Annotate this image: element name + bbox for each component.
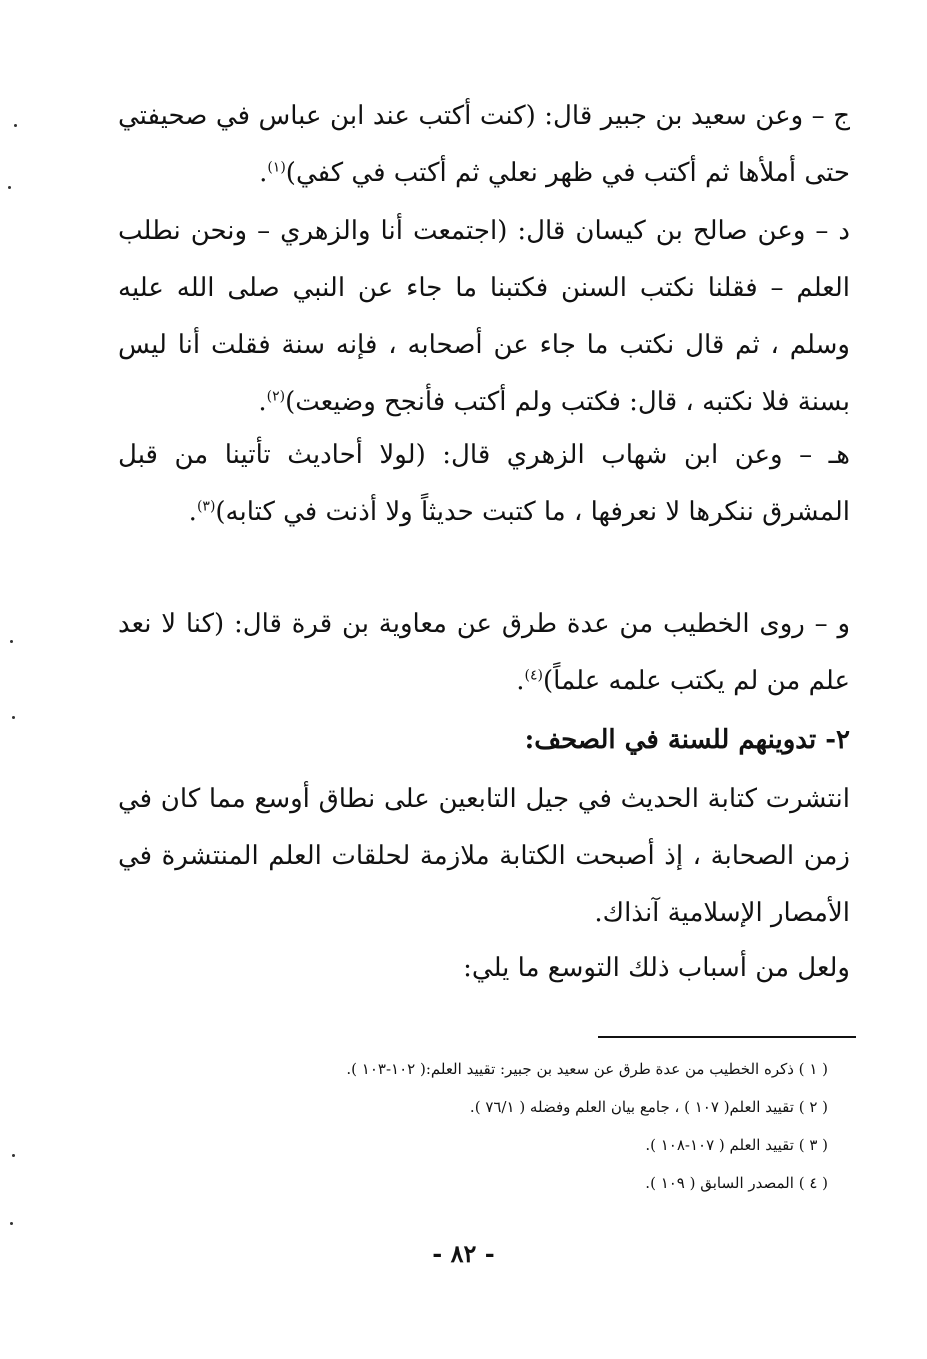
paragraph-text: ولعل من أسباب ذلك التوسع ما يلي:: [463, 953, 850, 983]
footnote-ref-4: (٤): [524, 667, 544, 684]
scan-speck: [10, 1222, 13, 1225]
paragraph-reasons-intro: [118, 940, 850, 997]
footnote-4: ( ٤ ) المصدر السابق ( ١٠٩ ).: [645, 1174, 828, 1192]
paragraph-jim: [118, 88, 850, 202]
paragraph-end: .: [516, 666, 525, 696]
footnote-1: ( ١ ) ذكره الخطيب من عدة طرق عن سعيد بن جبير: تقييد العلم:( ١٠٢-١٠٣ ).: [346, 1060, 828, 1078]
page-number: - ٨٢ -: [432, 1239, 495, 1268]
footnote-ref-3: (٣): [196, 498, 216, 515]
paragraph-text: د – وعن صالح بن كيسان قال: (اجتمعت أنا والزهري – ونحن نطلب العلم – فقلنا نكتب السنن فكتبنا ما جاء عن النبي صلى الله عليه وسلم ، ثم قال نكتب ما جاء عن أصحابه ، فإنه سنة فقلت أنا ليس بسنة فلا نكتبه ، قال: فكتب ولم أكتب فأنجح وضيعت): [118, 216, 850, 417]
paragraph-ha: [118, 427, 850, 541]
paragraph-waw: [118, 596, 850, 710]
paragraph-end: .: [188, 497, 197, 527]
scan-speck: [8, 186, 11, 189]
footnote-ref-1: (١): [267, 159, 286, 176]
paragraph-dal: [118, 203, 850, 431]
paragraph-text: و – روى الخطيب من عدة طرق عن معاوية بن قرة قال: (كنا لا نعد علم من لم يكتب علمه علماً): [118, 609, 850, 696]
paragraph-text: ج – وعن سعيد بن جبير قال: (كنت أكتب عند ابن عباس في صحيفتي حتى أملأها ثم أكتب في ظهر نعلي ثم أكتب في كفي): [118, 101, 850, 188]
footnote-3: ( ٣ ) تقييد العلم ( ١٠٧-١٠٨ ).: [645, 1136, 828, 1154]
section-heading: ٢- تدوينهم للسنة في الصحف:: [524, 725, 850, 755]
footnote-separator: [598, 1036, 856, 1038]
scan-speck: [10, 640, 13, 643]
footnote-ref-2: (٢): [266, 388, 286, 405]
paragraph-end: .: [258, 387, 267, 417]
paragraph-end: .: [259, 158, 268, 188]
paragraph-text: هـ – وعن ابن شهاب الزهري قال: (لولا أحاديث تأتينا من قبل المشرق ننكرها لا نعرفها ، ما كتبت حديثاً ولا أذنت في كتابه): [118, 440, 850, 527]
paragraph-spread-of-writing: [118, 771, 850, 942]
scan-speck: [14, 124, 17, 127]
scan-speck: [12, 716, 15, 719]
scan-speck: [12, 1154, 15, 1157]
footnote-2: ( ٢ ) تقييد العلم( ١٠٧ ) ، جامع بيان العلم وفضله ( ٧٦/١ ).: [469, 1098, 828, 1116]
paragraph-text: انتشرت كتابة الحديث في جيل التابعين على نطاق أوسع مما كان في زمن الصحابة ، إذ أصبحت الكتابة ملازمة لحلقات العلم المنتشرة في الأمصار الإسلامية آنذاك.: [118, 784, 850, 928]
footnotes: [118, 1050, 828, 1202]
